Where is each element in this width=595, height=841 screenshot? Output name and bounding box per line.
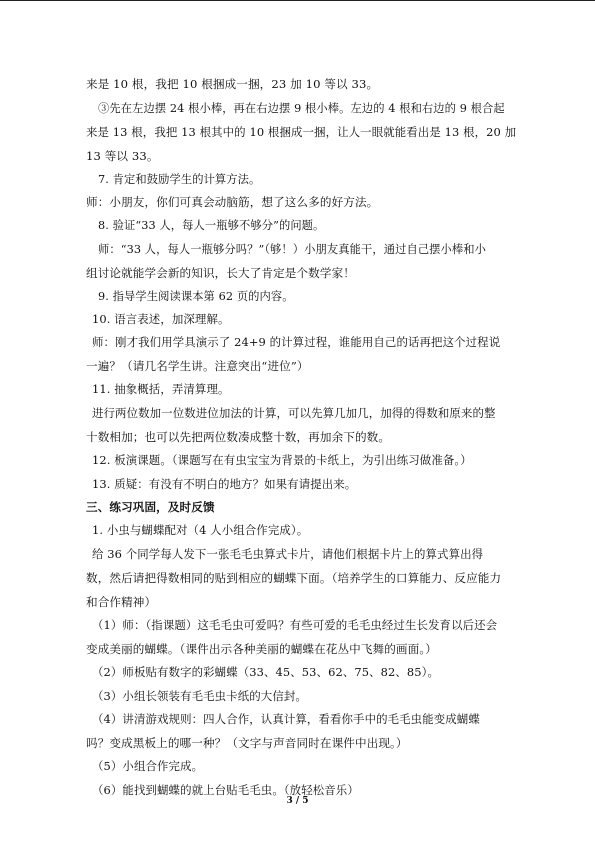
text-line: 数，然后请把得数相同的贴到相应的蝴蝶下面。（培养学生的口算能力、反应能力 bbox=[86, 571, 502, 585]
text-line: 进行两位数加一位数进位加法的计算，可以先算几加几，加得的得数和原来的整 bbox=[92, 406, 496, 420]
text-line: 1. 小虫与蝴蝶配对（4 人小组合作完成）。 bbox=[92, 523, 309, 537]
text-line: 给 36 个同学每人发下一张毛毛虫算式卡片，请他们根据卡片上的算式算出得 bbox=[92, 547, 484, 561]
text-line: 12. 板演课题。（课题写在有虫宝宝为背景的卡纸上，为引出练习做准备。） bbox=[92, 453, 472, 467]
text-line: （1）师：（指课题）这毛毛虫可爱吗？有些可爱的毛毛虫经过生长发育以后还会 bbox=[92, 618, 498, 632]
text-line: （2）师板贴有数字的彩蝴蝶（33、45、53、62、75、82、85）。 bbox=[92, 665, 439, 679]
text-line: 来是 10 根，我把 10 根捆成一捆，23 加 10 等以 33。 bbox=[86, 77, 379, 91]
text-line: 十数相加；也可以先把两位数凑成整十数，再加余下的数。 bbox=[86, 430, 391, 444]
text-line: ③先在左边摆 24 根小棒，再在右边摆 9 根小棒。左边的 4 根和右边的 9 根合起 bbox=[98, 101, 505, 115]
text-line: 吗？变成黑板上的哪一种？（文字与声音同时在课件中出现。） bbox=[86, 736, 408, 750]
text-line: 和合作精神） bbox=[86, 595, 157, 609]
text-line: 组讨论就能学会新的知识，长大了肯定是个数学家！ bbox=[86, 266, 355, 280]
text-line: （6）能找到蝴蝶的就上台贴毛毛虫。（放轻松音乐） bbox=[92, 783, 359, 797]
text-line: 师：小朋友，你们可真会动脑筋，想了这么多的好方法。 bbox=[86, 195, 379, 209]
text-line: 11. 抽象概括，弄清算理。 bbox=[92, 382, 230, 396]
text-line: 9. 指导学生阅读课本第 62 页的内容。 bbox=[98, 289, 294, 303]
text-line: 7. 肯定和鼓励学生的计算方法。 bbox=[98, 172, 261, 186]
text-line: 变成美丽的蝴蝶。（课件出示各种美丽的蝴蝶在花丛中飞舞的画面。） bbox=[86, 642, 437, 656]
text-line: 一遍？（请几名学生讲。注意突出“进位”） bbox=[86, 359, 309, 373]
page-number: 3 / 5 bbox=[286, 796, 309, 806]
text-line: 8. 验证“33 人，每人一瓶够不够分”的问题。 bbox=[98, 218, 325, 232]
text-line: 师：“33 人，每人一瓶够分吗？”（够！）小朋友真能干，通过自己摆小棒和小 bbox=[98, 242, 487, 256]
text-line: 13. 质疑：有没有不明白的地方？如果有请提出来。 bbox=[92, 477, 357, 491]
text-line: 13 等以 33。 bbox=[86, 149, 159, 163]
text-line: （4）讲清游戏规则：四人合作，认真计算，看看你手中的毛毛虫能变成蝴蝶 bbox=[92, 712, 480, 726]
text-line: （3）小组长领装有毛毛虫卡纸的大信封。 bbox=[92, 689, 307, 703]
text-line: 来是 13 根，我把 13 根其中的 10 根捆成一捆，让人一眼就能看出是 13 根，20 加 bbox=[86, 125, 517, 139]
text-line: 10. 语言表述，加深理解。 bbox=[92, 312, 230, 326]
section-heading: 三、练习巩固，及时反馈 bbox=[86, 500, 215, 514]
text-line: （5）小组合作完成。 bbox=[92, 759, 204, 773]
text-line: 师：刚才我们用学具演示了 24+9 的计算过程，谁能用自己的话再把这个过程说 bbox=[92, 335, 501, 349]
